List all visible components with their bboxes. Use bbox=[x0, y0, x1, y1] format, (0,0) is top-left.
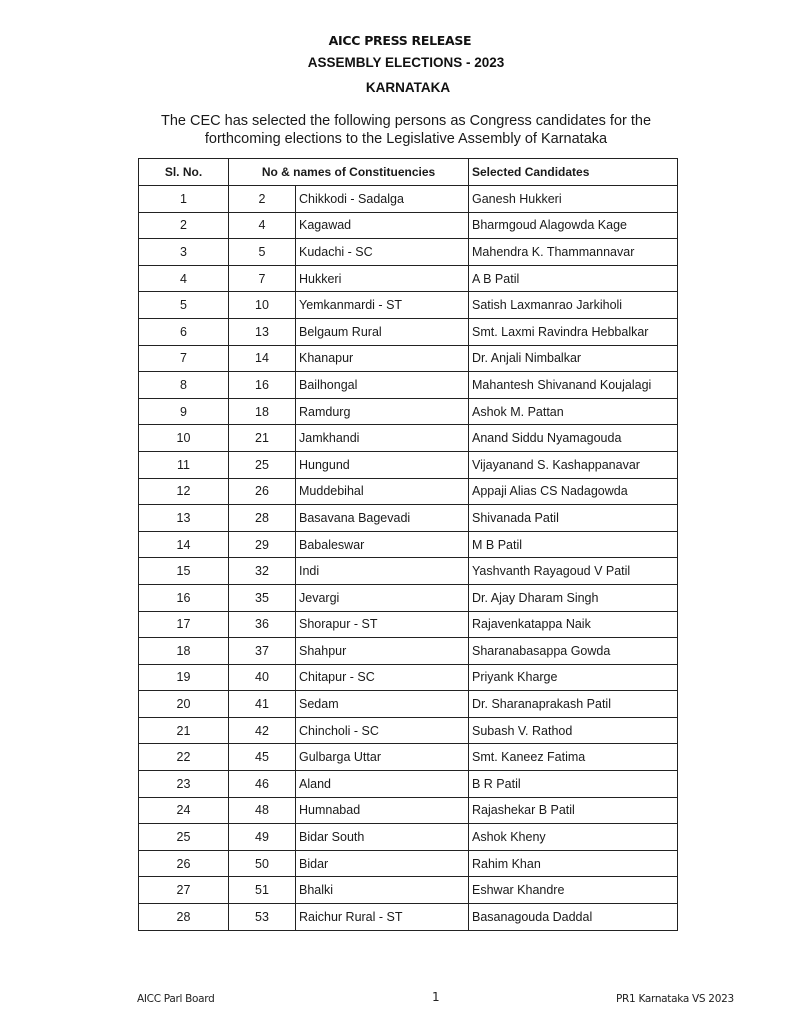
candidate-name: Ashok Kheny bbox=[469, 824, 678, 851]
constituency-number: 35 bbox=[229, 584, 296, 611]
constituency-number: 32 bbox=[229, 558, 296, 585]
constituency-number: 42 bbox=[229, 717, 296, 744]
constituency-name: Bidar bbox=[296, 850, 469, 877]
sl-number: 12 bbox=[139, 478, 229, 505]
candidate-name: Dr. Anjali Nimbalkar bbox=[469, 345, 678, 372]
candidate-name: Eshwar Khandre bbox=[469, 877, 678, 904]
constituency-name: Jamkhandi bbox=[296, 425, 469, 452]
sl-number: 21 bbox=[139, 717, 229, 744]
constituency-number: 13 bbox=[229, 318, 296, 345]
sl-number: 3 bbox=[139, 239, 229, 266]
election-title: ASSEMBLY ELECTIONS - 2023 bbox=[307, 55, 505, 70]
constituency-number: 50 bbox=[229, 850, 296, 877]
constituency-number: 45 bbox=[229, 744, 296, 771]
table-row bbox=[139, 771, 678, 798]
candidate-name: Anand Siddu Nyamagouda bbox=[469, 425, 678, 452]
intro-line-1: The CEC has selected the following persons as Congress candidates for the bbox=[160, 113, 652, 129]
sl-number: 10 bbox=[139, 425, 229, 452]
candidates-table bbox=[138, 158, 678, 931]
sl-number: 16 bbox=[139, 584, 229, 611]
sl-number: 19 bbox=[139, 664, 229, 691]
table-row bbox=[139, 451, 678, 478]
constituency-number: 14 bbox=[229, 345, 296, 372]
table-row bbox=[139, 186, 678, 213]
table-row bbox=[139, 239, 678, 266]
constituency-number: 5 bbox=[229, 239, 296, 266]
constituency-number: 25 bbox=[229, 451, 296, 478]
candidate-name: Mahendra K. Thammannavar bbox=[469, 239, 678, 266]
candidate-name: Priyank Kharge bbox=[469, 664, 678, 691]
sl-number: 22 bbox=[139, 744, 229, 771]
constituency-name: Bidar South bbox=[296, 824, 469, 851]
sl-number: 9 bbox=[139, 398, 229, 425]
constituency-name: Humnabad bbox=[296, 797, 469, 824]
intro-paragraph bbox=[0, 112, 791, 148]
constituency-name: Babaleswar bbox=[296, 531, 469, 558]
constituency-name: Gulbarga Uttar bbox=[296, 744, 469, 771]
constituency-name: Chitapur - SC bbox=[296, 664, 469, 691]
candidate-name: Basanagouda Daddal bbox=[469, 904, 678, 931]
sl-number: 20 bbox=[139, 691, 229, 718]
sl-number: 15 bbox=[139, 558, 229, 585]
table-row bbox=[139, 744, 678, 771]
constituency-name: Shorapur - ST bbox=[296, 611, 469, 638]
candidate-name: Sharanabasappa Gowda bbox=[469, 638, 678, 665]
constituency-name: Kudachi - SC bbox=[296, 239, 469, 266]
sl-number: 17 bbox=[139, 611, 229, 638]
constituency-number: 10 bbox=[229, 292, 296, 319]
constituency-name: Khanapur bbox=[296, 345, 469, 372]
constituency-name: Bailhongal bbox=[296, 372, 469, 399]
constituency-number: 48 bbox=[229, 797, 296, 824]
constituency-name: Hukkeri bbox=[296, 265, 469, 292]
sl-number: 25 bbox=[139, 824, 229, 851]
constituency-name: Muddebihal bbox=[296, 478, 469, 505]
constituency-name: Hungund bbox=[296, 451, 469, 478]
candidate-name: Smt. Laxmi Ravindra Hebbalkar bbox=[469, 318, 678, 345]
candidate-name: Dr. Ajay Dharam Singh bbox=[469, 584, 678, 611]
candidate-name: B R Patil bbox=[469, 771, 678, 798]
constituency-name: Ramdurg bbox=[296, 398, 469, 425]
table-row bbox=[139, 850, 678, 877]
page-number: 1 bbox=[432, 990, 440, 1004]
constituency-number: 41 bbox=[229, 691, 296, 718]
table-row bbox=[139, 212, 678, 239]
constituency-name: Bhalki bbox=[296, 877, 469, 904]
candidate-name: Yashvanth Rayagoud V Patil bbox=[469, 558, 678, 585]
constituency-name: Jevargi bbox=[296, 584, 469, 611]
constituency-number: 36 bbox=[229, 611, 296, 638]
table-row bbox=[139, 265, 678, 292]
candidate-name: Ganesh Hukkeri bbox=[469, 186, 678, 213]
table-row bbox=[139, 638, 678, 665]
table-row bbox=[139, 558, 678, 585]
candidate-name: Rahim Khan bbox=[469, 850, 678, 877]
constituency-number: 4 bbox=[229, 212, 296, 239]
candidate-name: Appaji Alias CS Nadagowda bbox=[469, 478, 678, 505]
candidate-name: Bharmgoud Alagowda Kage bbox=[469, 212, 678, 239]
candidate-name: Smt. Kaneez Fatima bbox=[469, 744, 678, 771]
candidate-name: Subash V. Rathod bbox=[469, 717, 678, 744]
candidate-name: Ashok M. Pattan bbox=[469, 398, 678, 425]
sl-number: 6 bbox=[139, 318, 229, 345]
constituency-number: 16 bbox=[229, 372, 296, 399]
candidate-name: Satish Laxmanrao Jarkiholi bbox=[469, 292, 678, 319]
constituency-name: Sedam bbox=[296, 691, 469, 718]
table-row bbox=[139, 584, 678, 611]
table-row bbox=[139, 824, 678, 851]
table-row bbox=[139, 664, 678, 691]
constituency-number: 53 bbox=[229, 904, 296, 931]
constituency-number: 28 bbox=[229, 505, 296, 532]
column-header-candidates: Selected Candidates bbox=[469, 159, 678, 186]
table-row bbox=[139, 425, 678, 452]
constituency-number: 46 bbox=[229, 771, 296, 798]
sl-number: 23 bbox=[139, 771, 229, 798]
sl-number: 13 bbox=[139, 505, 229, 532]
table-body bbox=[139, 186, 678, 931]
table-row bbox=[139, 318, 678, 345]
candidate-name: A B Patil bbox=[469, 265, 678, 292]
table-row bbox=[139, 505, 678, 532]
constituency-number: 49 bbox=[229, 824, 296, 851]
constituency-number: 29 bbox=[229, 531, 296, 558]
candidate-name: Dr. Sharanaprakash Patil bbox=[469, 691, 678, 718]
constituency-name: Kagawad bbox=[296, 212, 469, 239]
column-header-constituencies: No & names of Constituencies bbox=[229, 159, 469, 186]
press-release-label: AICC PRESS RELEASE bbox=[328, 33, 472, 48]
candidate-name: Shivanada Patil bbox=[469, 505, 678, 532]
sl-number: 4 bbox=[139, 265, 229, 292]
footer-issuer: AICC Parl Board bbox=[137, 993, 215, 1005]
table-row bbox=[139, 531, 678, 558]
column-header-sl-no: Sl. No. bbox=[139, 159, 229, 186]
table-row bbox=[139, 398, 678, 425]
footer-document-id: PR1 Karnataka VS 2023 bbox=[616, 993, 734, 1005]
constituency-name: Aland bbox=[296, 771, 469, 798]
constituency-number: 40 bbox=[229, 664, 296, 691]
candidate-name: Rajavenkatappa Naik bbox=[469, 611, 678, 638]
sl-number: 7 bbox=[139, 345, 229, 372]
constituency-name: Shahpur bbox=[296, 638, 469, 665]
sl-number: 18 bbox=[139, 638, 229, 665]
table-row bbox=[139, 691, 678, 718]
candidate-name: Vijayanand S. Kashappanavar bbox=[469, 451, 678, 478]
constituency-number: 7 bbox=[229, 265, 296, 292]
constituency-name: Chikkodi - Sadalga bbox=[296, 186, 469, 213]
table-row bbox=[139, 717, 678, 744]
constituency-name: Belgaum Rural bbox=[296, 318, 469, 345]
sl-number: 5 bbox=[139, 292, 229, 319]
intro-line-2: forthcoming elections to the Legislative Assembly of Karnataka bbox=[204, 131, 608, 147]
table-row bbox=[139, 904, 678, 931]
candidate-name: Mahantesh Shivanand Koujalagi bbox=[469, 372, 678, 399]
state-title: KARNATAKA bbox=[365, 80, 451, 95]
sl-number: 24 bbox=[139, 797, 229, 824]
sl-number: 11 bbox=[139, 451, 229, 478]
table-row bbox=[139, 877, 678, 904]
sl-number: 28 bbox=[139, 904, 229, 931]
candidate-name: M B Patil bbox=[469, 531, 678, 558]
table-header-row bbox=[139, 159, 678, 186]
constituency-number: 37 bbox=[229, 638, 296, 665]
constituency-name: Indi bbox=[296, 558, 469, 585]
constituency-number: 26 bbox=[229, 478, 296, 505]
table-row bbox=[139, 478, 678, 505]
sl-number: 26 bbox=[139, 850, 229, 877]
constituency-number: 51 bbox=[229, 877, 296, 904]
table-row bbox=[139, 797, 678, 824]
table-row bbox=[139, 372, 678, 399]
constituency-name: Basavana Bagevadi bbox=[296, 505, 469, 532]
constituency-name: Raichur Rural - ST bbox=[296, 904, 469, 931]
sl-number: 2 bbox=[139, 212, 229, 239]
constituency-number: 18 bbox=[229, 398, 296, 425]
sl-number: 27 bbox=[139, 877, 229, 904]
sl-number: 1 bbox=[139, 186, 229, 213]
table-row bbox=[139, 345, 678, 372]
constituency-number: 2 bbox=[229, 186, 296, 213]
constituency-name: Chincholi - SC bbox=[296, 717, 469, 744]
table-row bbox=[139, 292, 678, 319]
constituency-number: 21 bbox=[229, 425, 296, 452]
table-row bbox=[139, 611, 678, 638]
sl-number: 8 bbox=[139, 372, 229, 399]
candidate-name: Rajashekar B Patil bbox=[469, 797, 678, 824]
constituency-name: Yemkanmardi - ST bbox=[296, 292, 469, 319]
sl-number: 14 bbox=[139, 531, 229, 558]
